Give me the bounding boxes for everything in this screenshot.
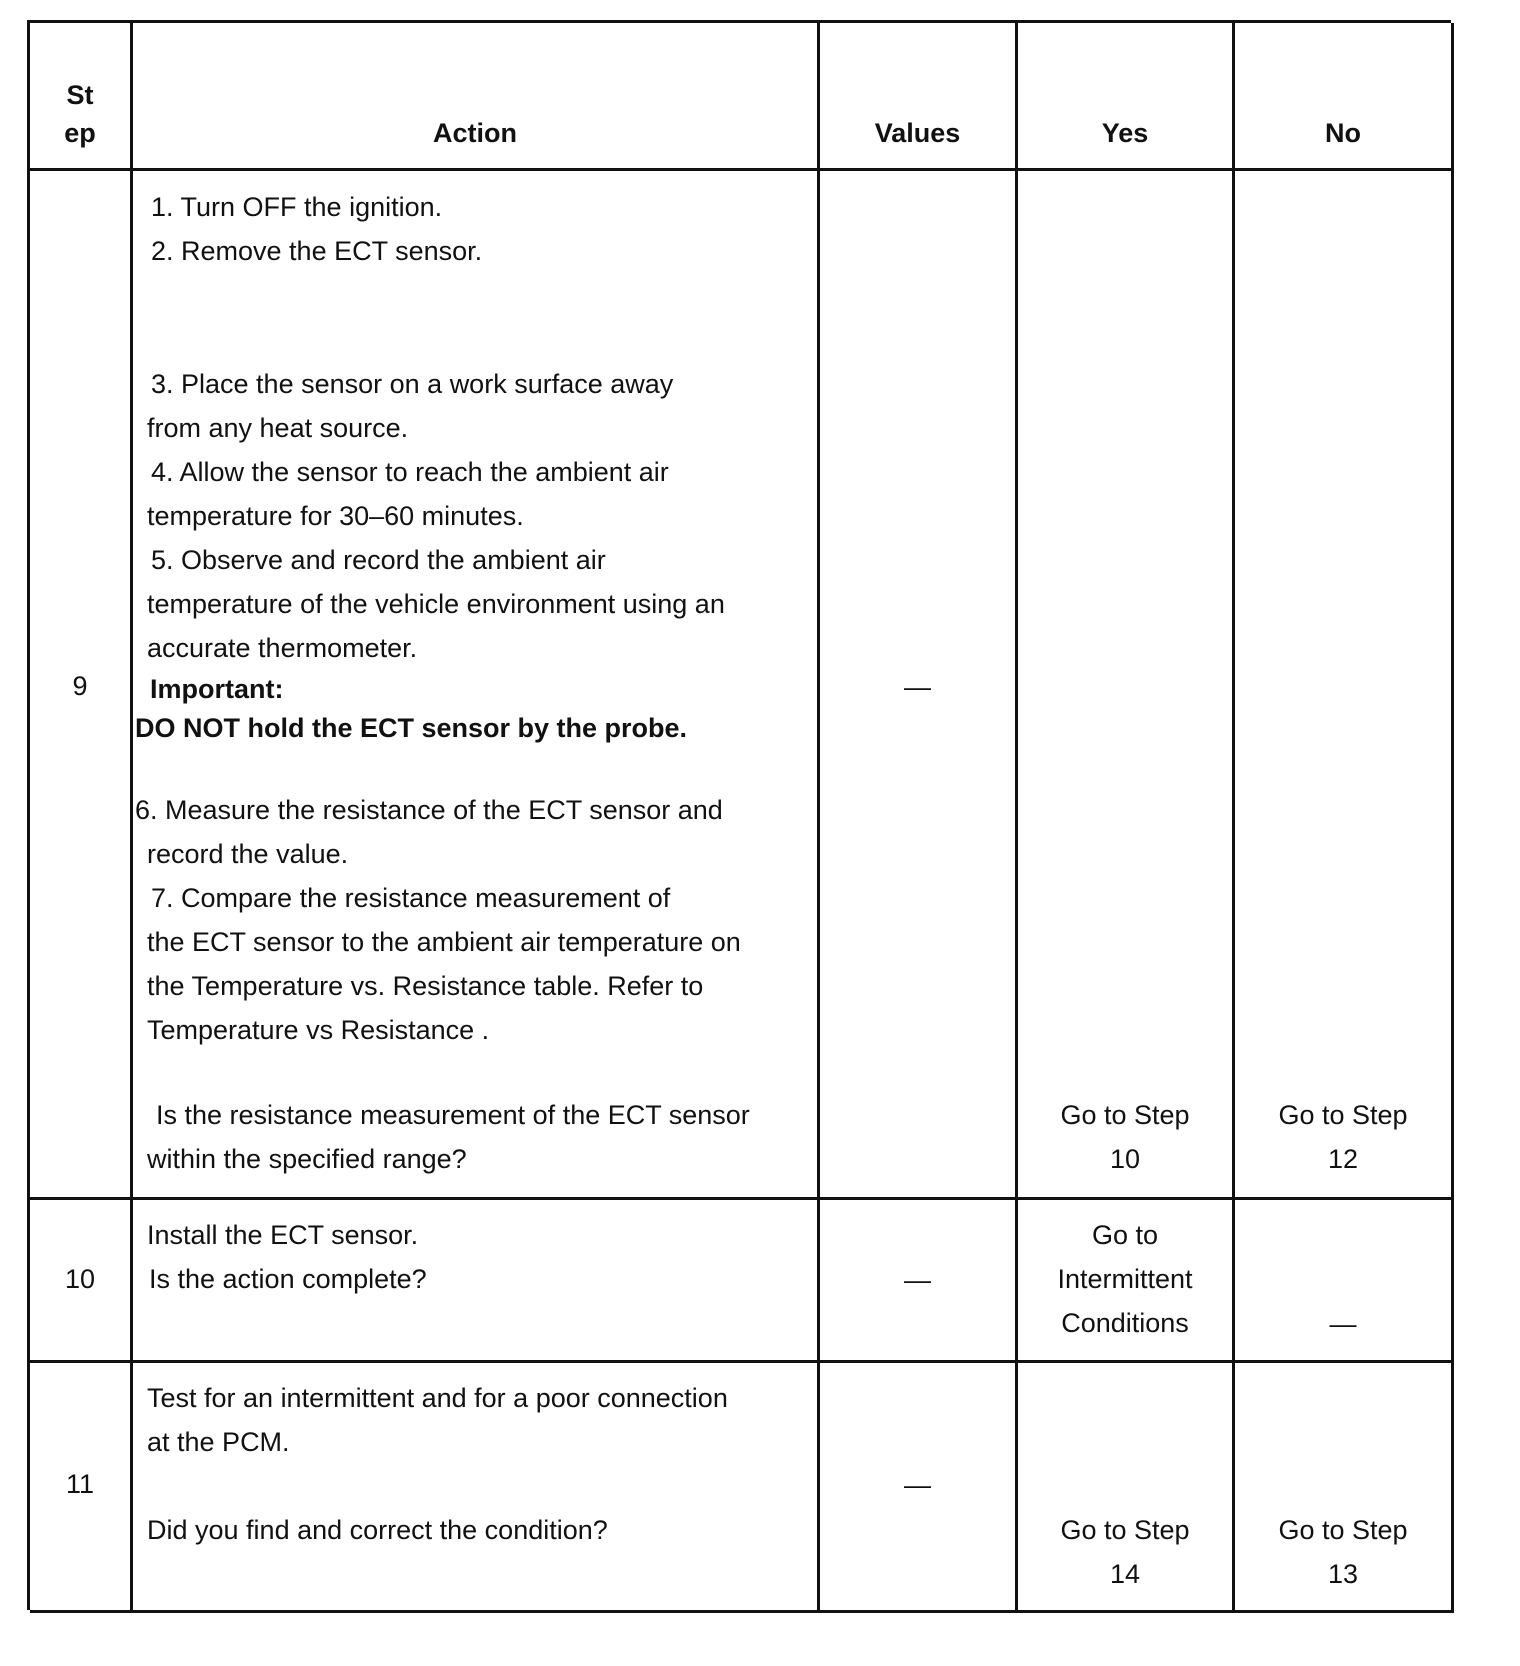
row11-no-line1: Go to Step xyxy=(1278,1515,1408,1545)
row10-no: — xyxy=(1329,1309,1357,1339)
row9-yes-line1: Go to Step xyxy=(1060,1100,1190,1130)
row11-step: 11 xyxy=(65,1469,95,1499)
row9-action-line: temperature for 30–60 minutes. xyxy=(147,501,524,531)
header-no: No xyxy=(1325,118,1361,148)
row9-yes-line2: 10 xyxy=(1109,1144,1141,1174)
row10-yes-line2: Intermittent xyxy=(1057,1264,1193,1294)
row11-yes-line1: Go to Step xyxy=(1060,1515,1190,1545)
row11-no-line2: 13 xyxy=(1327,1559,1359,1589)
header-step-line1: St xyxy=(66,80,94,110)
row9-important-text: DO NOT hold the ECT sensor by the probe. xyxy=(135,713,688,743)
row11-action-line: Test for an intermittent and for a poor connection xyxy=(147,1383,728,1413)
row11-action-line: Did you find and correct the condition? xyxy=(147,1515,608,1545)
header-values-cell xyxy=(820,23,1018,171)
row9-action-line: Temperature vs Resistance . xyxy=(147,1015,490,1045)
row10-values: — xyxy=(904,1265,931,1295)
row9-no-line2: 12 xyxy=(1327,1144,1359,1174)
row9-important-label: Important: xyxy=(150,674,284,704)
diagnostic-table xyxy=(27,20,1451,1610)
row9-action-line: 3. Place the sensor on a work surface away xyxy=(151,369,674,399)
row9-action-line: record the value. xyxy=(147,839,349,869)
row11-no-cell xyxy=(1235,1363,1454,1613)
row9-question-line: Is the resistance measurement of the ECT sensor xyxy=(156,1100,750,1130)
row10-values-cell xyxy=(820,1200,1018,1363)
row11-yes-line2: 14 xyxy=(1109,1559,1141,1589)
row10-step: 10 xyxy=(64,1264,96,1294)
row9-action-line: 2. Remove the ECT sensor. xyxy=(151,236,483,266)
row9-action-line: 1. Turn OFF the ignition. xyxy=(151,192,443,222)
row9-action-line: 7. Compare the resistance measurement of xyxy=(151,883,671,913)
row9-action-cell xyxy=(133,171,820,1200)
row10-step-cell xyxy=(30,1200,133,1363)
header-action: Action xyxy=(433,118,517,148)
row10-action-cell xyxy=(133,1200,820,1363)
row10-yes-cell xyxy=(1018,1200,1235,1363)
row9-action-line: temperature of the vehicle environment using an xyxy=(147,589,725,619)
row9-action-line: 6. Measure the resistance of the ECT sensor and xyxy=(135,795,723,825)
row10-yes-line1: Go to xyxy=(1091,1220,1159,1250)
header-action-cell xyxy=(133,23,820,171)
row10-yes-line3: Conditions xyxy=(1061,1308,1189,1338)
row10-no-cell xyxy=(1235,1200,1454,1363)
row11-action-line: at the PCM. xyxy=(147,1427,290,1457)
header-yes-cell xyxy=(1018,23,1235,171)
row9-no-line1: Go to Step xyxy=(1278,1100,1408,1130)
row9-no-cell xyxy=(1235,171,1454,1200)
header-yes: Yes xyxy=(1101,118,1149,148)
row10-action-line: Install the ECT sensor. xyxy=(147,1220,419,1250)
row11-action-cell xyxy=(133,1363,820,1613)
header-values: Values xyxy=(874,118,961,148)
row11-values: — xyxy=(904,1470,931,1500)
row9-step-cell xyxy=(30,171,133,1200)
row9-values: — xyxy=(904,672,931,702)
row10-action-line: Is the action complete? xyxy=(149,1264,427,1294)
row9-action-line: 5. Observe and record the ambient air xyxy=(151,545,606,575)
row9-action-line: the Temperature vs. Resistance table. Refer to xyxy=(147,971,704,1001)
header-step-line2: ep xyxy=(64,118,96,148)
row9-question-line: within the specified range? xyxy=(147,1144,467,1174)
header-no-cell xyxy=(1235,23,1454,171)
row9-action-line: the ECT sensor to the ambient air temperature on xyxy=(147,927,741,957)
row9-action-line: from any heat source. xyxy=(147,413,409,443)
row11-values-cell xyxy=(820,1363,1018,1613)
header-step-cell xyxy=(30,23,133,171)
row9-yes-cell xyxy=(1018,171,1235,1200)
row9-step: 9 xyxy=(72,671,88,701)
row9-action-line: 4. Allow the sensor to reach the ambient air xyxy=(151,457,669,487)
row9-values-cell xyxy=(820,171,1018,1200)
row11-yes-cell xyxy=(1018,1363,1235,1613)
row9-action-line: accurate thermometer. xyxy=(147,633,418,663)
row11-step-cell xyxy=(30,1363,133,1613)
